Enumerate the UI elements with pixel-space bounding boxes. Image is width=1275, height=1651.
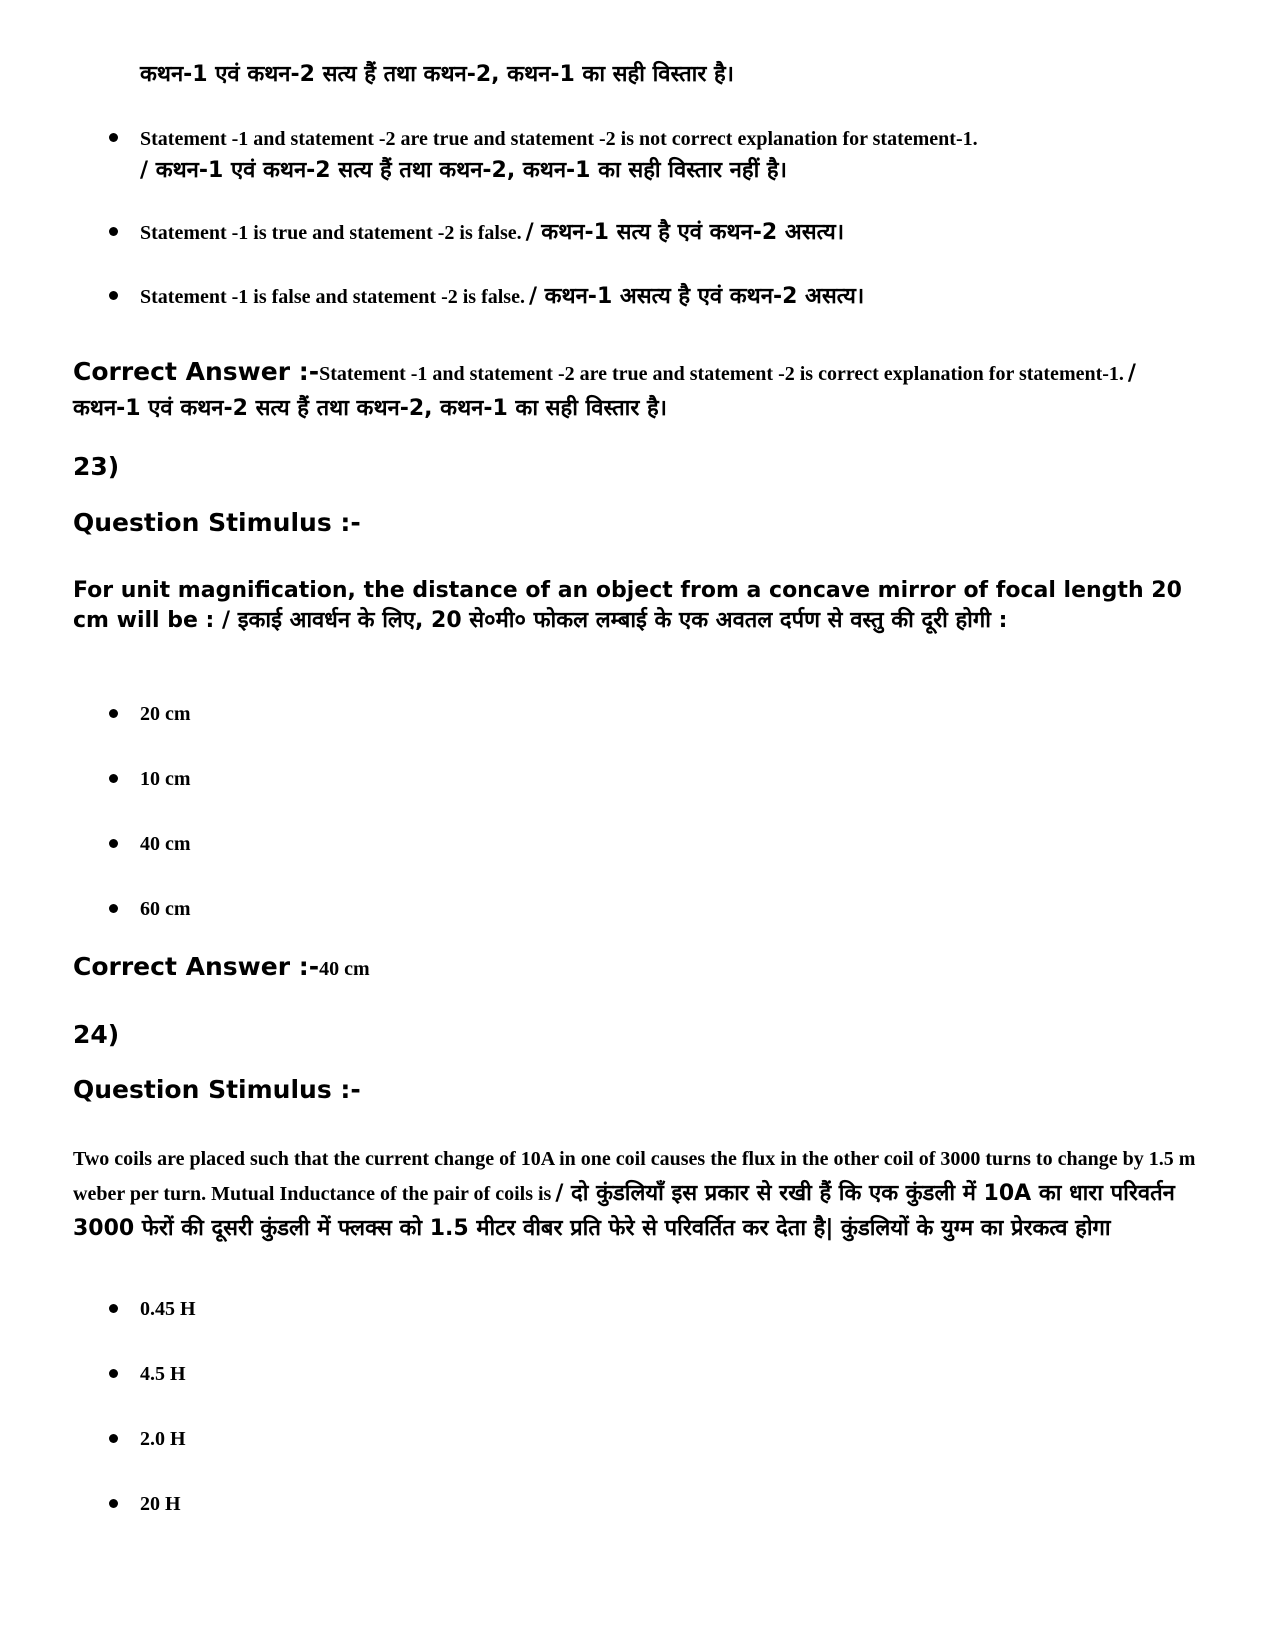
- bullet-icon: [109, 1369, 118, 1378]
- bullet-icon: [109, 709, 118, 718]
- bullet-icon: [109, 291, 118, 300]
- question-23-correct-answer: [73, 950, 1203, 987]
- question-23-option: 20 cm: [105, 700, 191, 765]
- prev-option-3-list: [105, 218, 844, 250]
- correct-answer-en: Statement -1 and statement -2 are true and statement -2 is correct explanation for statement-1.: [319, 363, 1124, 385]
- correct-answer-hi: / कथन-1 एवं कथन-2 सत्य हैं तथा कथन-2, कथन-1 का सही विस्तार है।: [73, 361, 1136, 421]
- bullet-icon: [109, 774, 118, 783]
- bullet-icon: [109, 839, 118, 848]
- question-24-stimulus-hi: / दो कुंडलियाँ इस प्रकार से रखी हैं कि एक कुंडली में 10A का धारा परिवर्तन 3000 फेरों की दूसरी कुंडली में फ्लक्स को 1.5 मीटर वीबर प्रति फेरे से परिवर्तित कर देता है| कुंडलियों के युग्म का प्रेरकत्व होगा: [73, 1181, 1175, 1241]
- prev-option-2-en: Statement -1 and statement -2 are true and statement -2 is not correct explanation for statement-1.: [140, 128, 978, 150]
- question-24-stimulus-label: Question Stimulus :-: [73, 1075, 361, 1104]
- correct-answer-label: Correct Answer :-: [73, 952, 320, 981]
- prev-correct-answer: [73, 355, 1203, 427]
- bullet-icon: [109, 1434, 118, 1443]
- prev-option-2-hi: / कथन-1 एवं कथन-2 सत्य हैं तथा कथन-2, कथन-1 का सही विस्तार नहीं है।: [140, 158, 787, 183]
- prev-option-2: [105, 124, 978, 188]
- bullet-icon: [109, 1304, 118, 1313]
- prev-option-4-list: [105, 282, 864, 314]
- prev-option-3-en: Statement -1 is true and statement -2 is false.: [140, 222, 522, 244]
- prev-option-4-en: Statement -1 is false and statement -2 is false.: [140, 286, 525, 308]
- correct-answer-label: Correct Answer :-: [73, 357, 320, 386]
- question-24-option: 4.5 H: [105, 1360, 196, 1425]
- question-24-stimulus: [73, 1143, 1203, 1247]
- question-24-option: 2.0 H: [105, 1425, 196, 1490]
- prev-option-4: [105, 282, 864, 314]
- prev-option-4-hi: / कथन-1 असत्य है एवं कथन-2 असत्य।: [528, 284, 865, 309]
- prev-option1-continuation: कथन-1 एवं कथन-2 सत्य हैं तथा कथन-2, कथन-1 का सही विस्तार है।: [140, 62, 734, 87]
- question-24-number: 24): [73, 1020, 120, 1049]
- question-23-number: 23): [73, 452, 120, 481]
- bullet-icon: [109, 904, 118, 913]
- prev-options-list: [105, 124, 978, 188]
- question-24-option: 20 H: [105, 1490, 196, 1555]
- question-23-option: 60 cm: [105, 895, 191, 960]
- question-24-option: 0.45 H: [105, 1295, 196, 1360]
- prev-option-3: [105, 218, 844, 250]
- question-23-stimulus: For unit magnification, the distance of an object from a concave mirror of focal length 20 cm will be : / इकाई आवर्धन के लिए, 20 से०मी० फोकल लम्बाई के एक अवतल दर्पण से वस्तु की दूरी होगी :: [73, 578, 1182, 633]
- bullet-icon: [109, 1499, 118, 1508]
- prev-option-3-hi: / कथन-1 सत्य है एवं कथन-2 असत्य।: [525, 220, 845, 245]
- question-23-stimulus-label: Question Stimulus :-: [73, 508, 361, 537]
- bullet-icon: [109, 133, 118, 142]
- question-24-stimulus-en: Two coils are placed such that the current change of 10A in one coil causes the flux in the other coil of 3000 turns to change by 1.5 m weber per turn. Mutual Inductance of the pair of coils is: [73, 1148, 1196, 1205]
- question-24-options: [105, 1295, 196, 1555]
- question-23-options: [105, 700, 191, 960]
- question-23-option: 10 cm: [105, 765, 191, 830]
- bullet-icon: [109, 227, 118, 236]
- question-23-option: 40 cm: [105, 830, 191, 895]
- correct-answer-value: 40 cm: [319, 958, 370, 980]
